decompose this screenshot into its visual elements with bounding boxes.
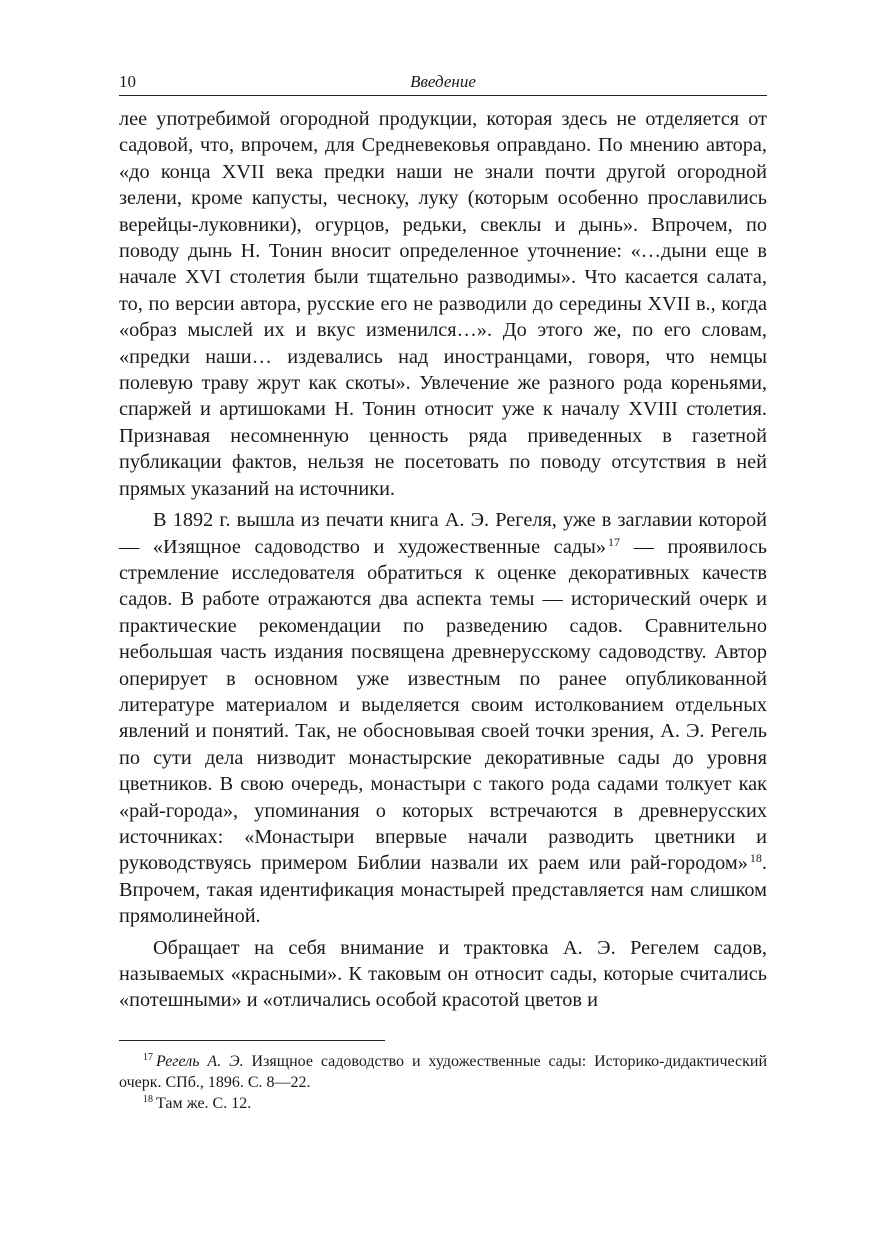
running-title: Введение	[410, 72, 476, 91]
page-header	[119, 70, 767, 96]
footnote-author: Регель А. Э.	[156, 1052, 244, 1070]
book-page	[119, 70, 767, 1114]
footnote-17	[119, 1051, 767, 1093]
footnote-18	[119, 1093, 767, 1114]
footnote-number: 17	[143, 1051, 153, 1063]
paragraph-1: лее употребимой огородной продукции, которая здесь не отделяется от садовой, что, впрочем, для Средневековья оправдано. По мнению автора, «до конца XVII века предки наши не знали почти другой огородной зелени, кроме капусты, чесноку, луку (которым особенно прославились верейцы-луковники), огурцов, редьки, свеклы и дынь». Впрочем, по поводу дынь Н. Тонин вносит определенное уточнение: «…дыни еще в начале XVI столетия были тщательно разводимы». Что касается салата, то, по версии автора, русские его не разводили до середины XVII в., когда «образ мыслей их и вкус изменился…». До этого же, по его словам, «предки наши… издевались над иностранцами, говоря, что немцы полевую траву жрут как скоты». Увлечение же разного рода кореньями, спаржей и артишоками Н. Тонин относит уже к началу XVIII столетия. Признавая несомненную ценность ряда приведенных в газетной публикации фактов, нельзя не посетовать по поводу отсутствия в ней прямых указаний на источники.	[119, 108, 767, 500]
paragraph-2-part-c: . Впрочем, такая идентификация монастырей представляется нам слишком прямолинейной.	[119, 852, 767, 928]
page-number: 10	[119, 72, 136, 91]
footnote-ref-18[interactable]: 18	[749, 851, 762, 866]
paragraph-2-part-b: — проявилось стремление исследователя обратиться к оценке декоративных качеств садов. В работе отражаются два аспекта темы — исторический очерк и практические рекомендации по разведению садов. Сравнительно небольшая часть издания посвящена древнерусскому садоводству. Автор оперирует в основном уже известным по ранее опубликованной литературе материалом и выделяется своим истолкованием отдельных явлений и понятий. Так, не обосновывая своей точки зрения, А. Э. Регель по сути дела низводит монастырские декоративные сады до уровня цветников. В свою очередь, монастыри с такого рода садами толкует как «рай-города», упоминания о которых встречаются в древнерусских источниках: «Монастыри впервые начали разводить цветники и руководствуясь примером Библии назвали их раем или рай-городом»	[119, 535, 767, 875]
footnote-ref-17[interactable]: 17	[608, 534, 620, 549]
footnotes	[119, 1051, 767, 1114]
footnote-text: Там же. С. 12.	[156, 1094, 252, 1112]
paragraph-2	[119, 507, 767, 930]
footnote-divider	[119, 1040, 385, 1041]
paragraph-3: Обращает на себя внимание и трактовка А. Э. Регелем садов, называемых «красными». К таковым он относит сады, которые считались «потешными» и «отличались особой красотой цветов и	[119, 936, 767, 1012]
footnote-number: 18	[143, 1093, 153, 1105]
body-text	[119, 106, 767, 1014]
paragraph-2-part-a: В 1892 г. вышла из печати книга А. Э. Регеля, уже в заглавии которой — «Изящное садоводство и художественные сады»	[119, 509, 767, 558]
footnote-text: Изящное садоводство и художественные сады: Историко-дидактический очерк. СПб., 1896. С. 8—22.	[119, 1052, 768, 1091]
